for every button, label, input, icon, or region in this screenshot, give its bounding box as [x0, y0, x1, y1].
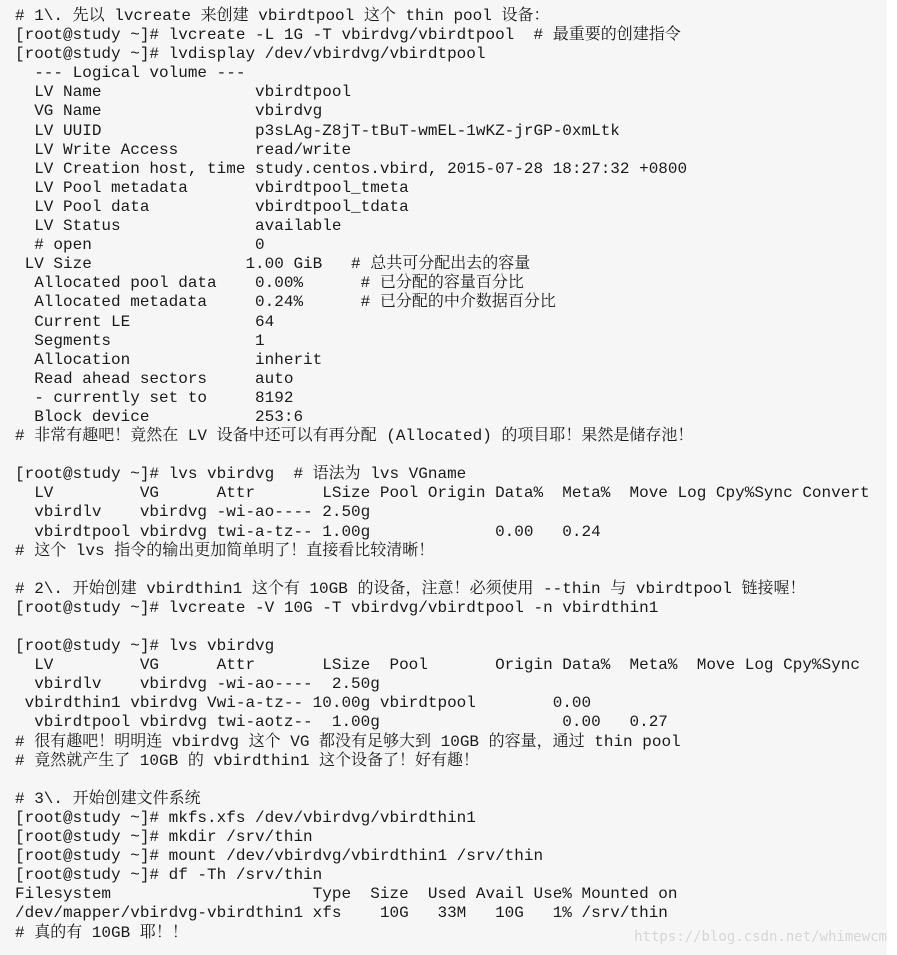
comment-line: # 很有趣吧！明明连 vbirdvg 这个 VG 都没有足够大到 10GB 的容量，通过 thin pool	[15, 732, 681, 751]
comment-line: # 这个 lvs 指令的输出更加简单明了！直接看比较清晰！	[15, 541, 435, 560]
comment-line: # 非常有趣吧！竟然在 LV 设备中还可以有再分配 (Allocated) 的项目耶！果然是储存池！	[15, 427, 694, 446]
command-line: [root@study ~]# lvs vbirdvg # 语法为 lvs VGname	[15, 465, 467, 484]
output-line: LV Write Access read/write	[15, 140, 352, 159]
command-line: [root@study ~]# mkfs.xfs /dev/vbirdvg/vbirdthin1	[15, 808, 476, 827]
table-row: /dev/mapper/vbirdvg-vbirdthin1 xfs 10G 33M 10G 1% /srv/thin	[15, 904, 668, 923]
blank-line	[15, 561, 887, 580]
table-row: vbirdlv vbirdvg -wi-ao---- 2.50g	[15, 503, 371, 522]
output-line: Allocated pool data 0.00% # 已分配的容量百分比	[15, 274, 524, 293]
output-line: - currently set to 8192	[15, 388, 294, 407]
table-row: vbirdtpool vbirdvg twi-aotz-- 1.00g 0.00 0.27	[15, 713, 668, 732]
comment-line: # 1\. 先以 lvcreate 来创建 vbirdtpool 这个 thin pool 设备：	[15, 7, 550, 25]
command-line: [root@study ~]# lvs vbirdvg	[15, 637, 275, 656]
output-line: Read ahead sectors auto	[15, 369, 294, 388]
output-line: Current LE 64	[15, 312, 275, 331]
output-line: LV UUID p3sLAg-Z8jT-tBuT-wmEL-1wKZ-jrGP-0xmLtk	[15, 121, 620, 140]
output-line: VG Name vbirdvg	[15, 102, 323, 121]
table-row: vbirdlv vbirdvg -wi-ao---- 2.50g	[15, 675, 380, 694]
table-row: vbirdthin1 vbirdvg Vwi-a-tz-- 10.00g vbirdtpool 0.00	[15, 694, 592, 713]
output-line: Segments 1	[15, 331, 265, 350]
output-line: LV Creation host, time study.centos.vbird, 2015-07-28 18:27:32 +0800	[15, 159, 688, 178]
output-line: LV Status available	[15, 217, 342, 236]
table-header: Filesystem Type Size Used Avail Use% Mounted on	[15, 885, 678, 904]
command-line: [root@study ~]# lvcreate -L 1G -T vbirdvg/vbirdtpool # 最重要的创建指令	[15, 26, 681, 45]
output-line: Allocated metadata 0.24% # 已分配的中介数据百分比	[15, 293, 556, 312]
output-line: LV Size 1.00 GiB # 总共可分配出去的容量	[15, 255, 531, 274]
blank-line	[15, 618, 887, 637]
output-line: LV Name vbirdtpool	[15, 83, 352, 102]
comment-line: # 竟然就产生了 10GB 的 vbirdthin1 这个设备了！好有趣！	[15, 751, 480, 770]
output-line: --- Logical volume ---	[15, 64, 246, 83]
comment-line: # 3\. 开始创建文件系统	[15, 789, 201, 808]
blank-line	[15, 771, 887, 790]
output-line: LV Pool metadata vbirdtpool_tmeta	[15, 178, 409, 197]
table-row: vbirdtpool vbirdvg twi-a-tz-- 1.00g 0.00 0.24	[15, 522, 601, 541]
command-line: [root@study ~]# lvdisplay /dev/vbirdvg/vbirdtpool	[15, 45, 486, 64]
table-header: LV VG Attr LSize Pool Origin Data% Meta% Move Log Cpy%Sync Convert	[15, 484, 870, 503]
command-line: [root@study ~]# mkdir /srv/thin	[15, 828, 313, 847]
comment-line: # 真的有 10GB 耶！！	[15, 923, 188, 942]
output-line: # open 0	[15, 236, 265, 255]
output-line: Block device 253:6	[15, 407, 304, 426]
blank-line	[15, 446, 887, 465]
command-line: [root@study ~]# df -Th /srv/thin	[15, 866, 323, 885]
comment-line: # 2\. 开始创建 vbirdthin1 这个有 10GB 的设备，注意！必须使用 --thin 与 vbirdtpool 链接喔！	[15, 579, 806, 598]
output-line: LV Pool data vbirdtpool_tdata	[15, 197, 409, 216]
command-line: [root@study ~]# mount /dev/vbirdvg/vbirdthin1 /srv/thin	[15, 847, 544, 866]
command-line: [root@study ~]# lvcreate -V 10G -T vbirdvg/vbirdtpool -n vbirdthin1	[15, 598, 659, 617]
table-header: LV VG Attr LSize Pool Origin Data% Meta% Move Log Cpy%Sync	[15, 656, 860, 675]
output-line: Allocation inherit	[15, 350, 323, 369]
watermark-url: https://blog.csdn.net/whimewcm	[634, 929, 887, 945]
